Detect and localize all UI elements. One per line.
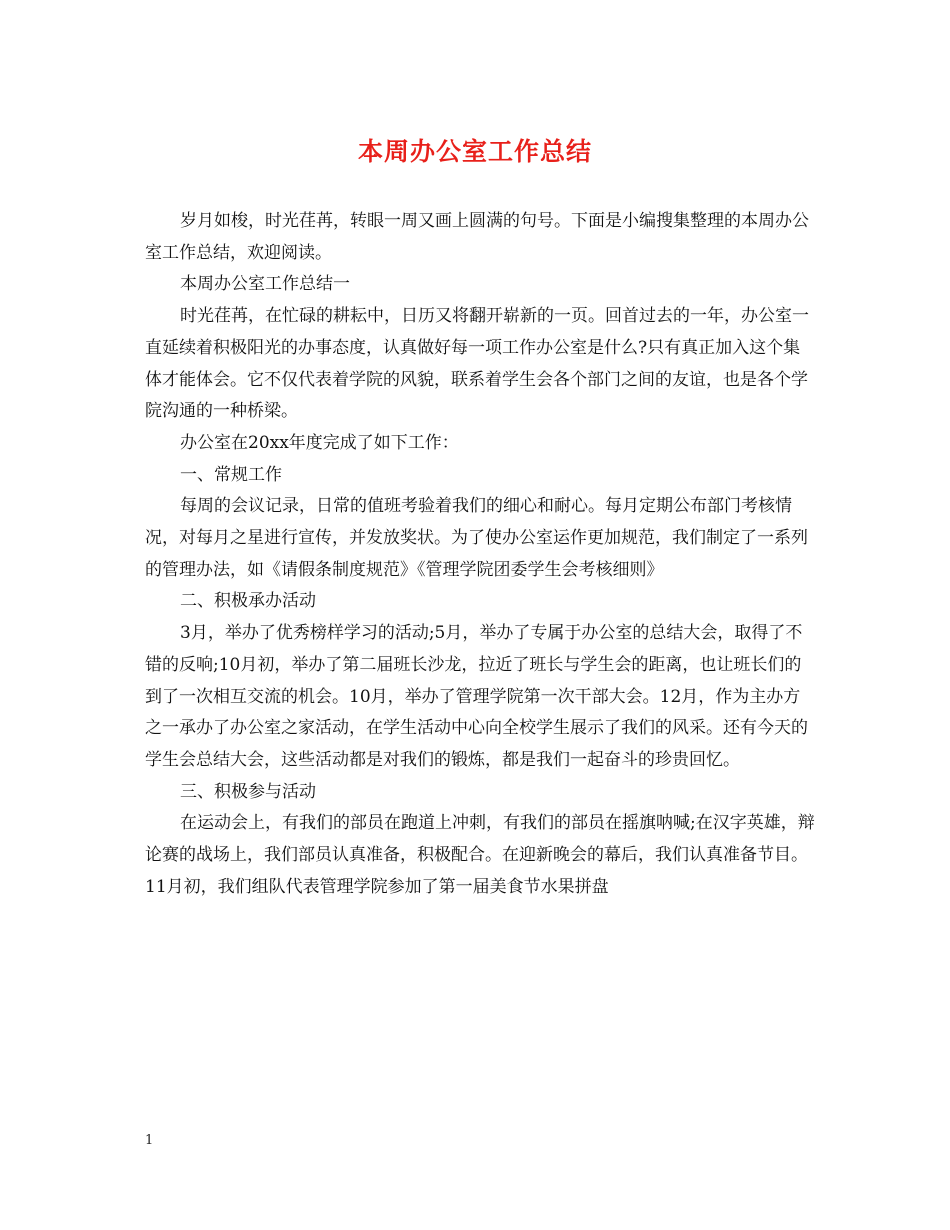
section-heading-summary-one: 本周办公室工作总结一	[180, 274, 350, 295]
document-title: 本周办公室工作总结	[357, 137, 592, 166]
intro-paragraph: 岁月如梭，时光荏苒，转眼一周又画上圆满的句号。下面是小编搜集整理的本周办公室工作总结，欢迎阅读。	[145, 211, 809, 263]
body-paragraph-completed-work: 办公室在20xx年度完成了如下工作：	[180, 432, 459, 453]
section-heading-routine-work: 一、常规工作	[180, 464, 282, 485]
body-paragraph-participated-activities: 在运动会上，有我们的部员在跑道上冲刺，有我们的部员在摇旗呐喊;在汉字英雄，辩论赛的战场上，我们部员认真准备，积极配合。在迎新晚会的幕后，我们认真准备节目。11月初，我们组队代表管理学院参加了第一届美食节水果拼盘	[145, 813, 815, 897]
body-paragraph-hosted-activities: 3月，举办了优秀榜样学习的活动;5月，举办了专属于办公室的总结大会，取得了不错的反响;10月初，举办了第二届班长沙龙，拉近了班长与学生会的距离，也让班长们的到了一次相互交流的机会。10月，举办了管理学院第一次干部大会。12月，作为主办方之一承办了办公室之家活动，在学生活动中心向全校学生展示了我们的风采。还有今天的学生会总结大会，这些活动都是对我们的锻炼，都是我们一起奋斗的珍贵回忆。	[145, 623, 808, 770]
page-number: 1	[145, 1133, 154, 1148]
section-heading-hosted-activities: 二、积极承办活动	[180, 591, 316, 612]
body-paragraph-overview: 时光荏苒，在忙碌的耕耘中，日历又将翻开崭新的一页。回首过去的一年，办公室一直延续着积极阳光的办事态度，认真做好每一项工作办公室是什么?只有真正加入这个集体才能体会。它不仅代表着学院的风貌，联系着学生会各个部门之间的友谊，也是各个学院沟通的一种桥梁。	[145, 306, 809, 422]
body-paragraph-routine-work: 每周的会议记录，日常的值班考验着我们的细心和耐心。每月定期公布部门考核情况，对每月之星进行宣传，并发放奖状。为了使办公室运作更加规范，我们制定了一系列的管理办法，如《请假条制度规范》《管理学院团委学生会考核细则》	[145, 496, 808, 580]
section-heading-participated-activities: 三、积极参与活动	[180, 781, 316, 802]
document-body	[145, 206, 815, 903]
